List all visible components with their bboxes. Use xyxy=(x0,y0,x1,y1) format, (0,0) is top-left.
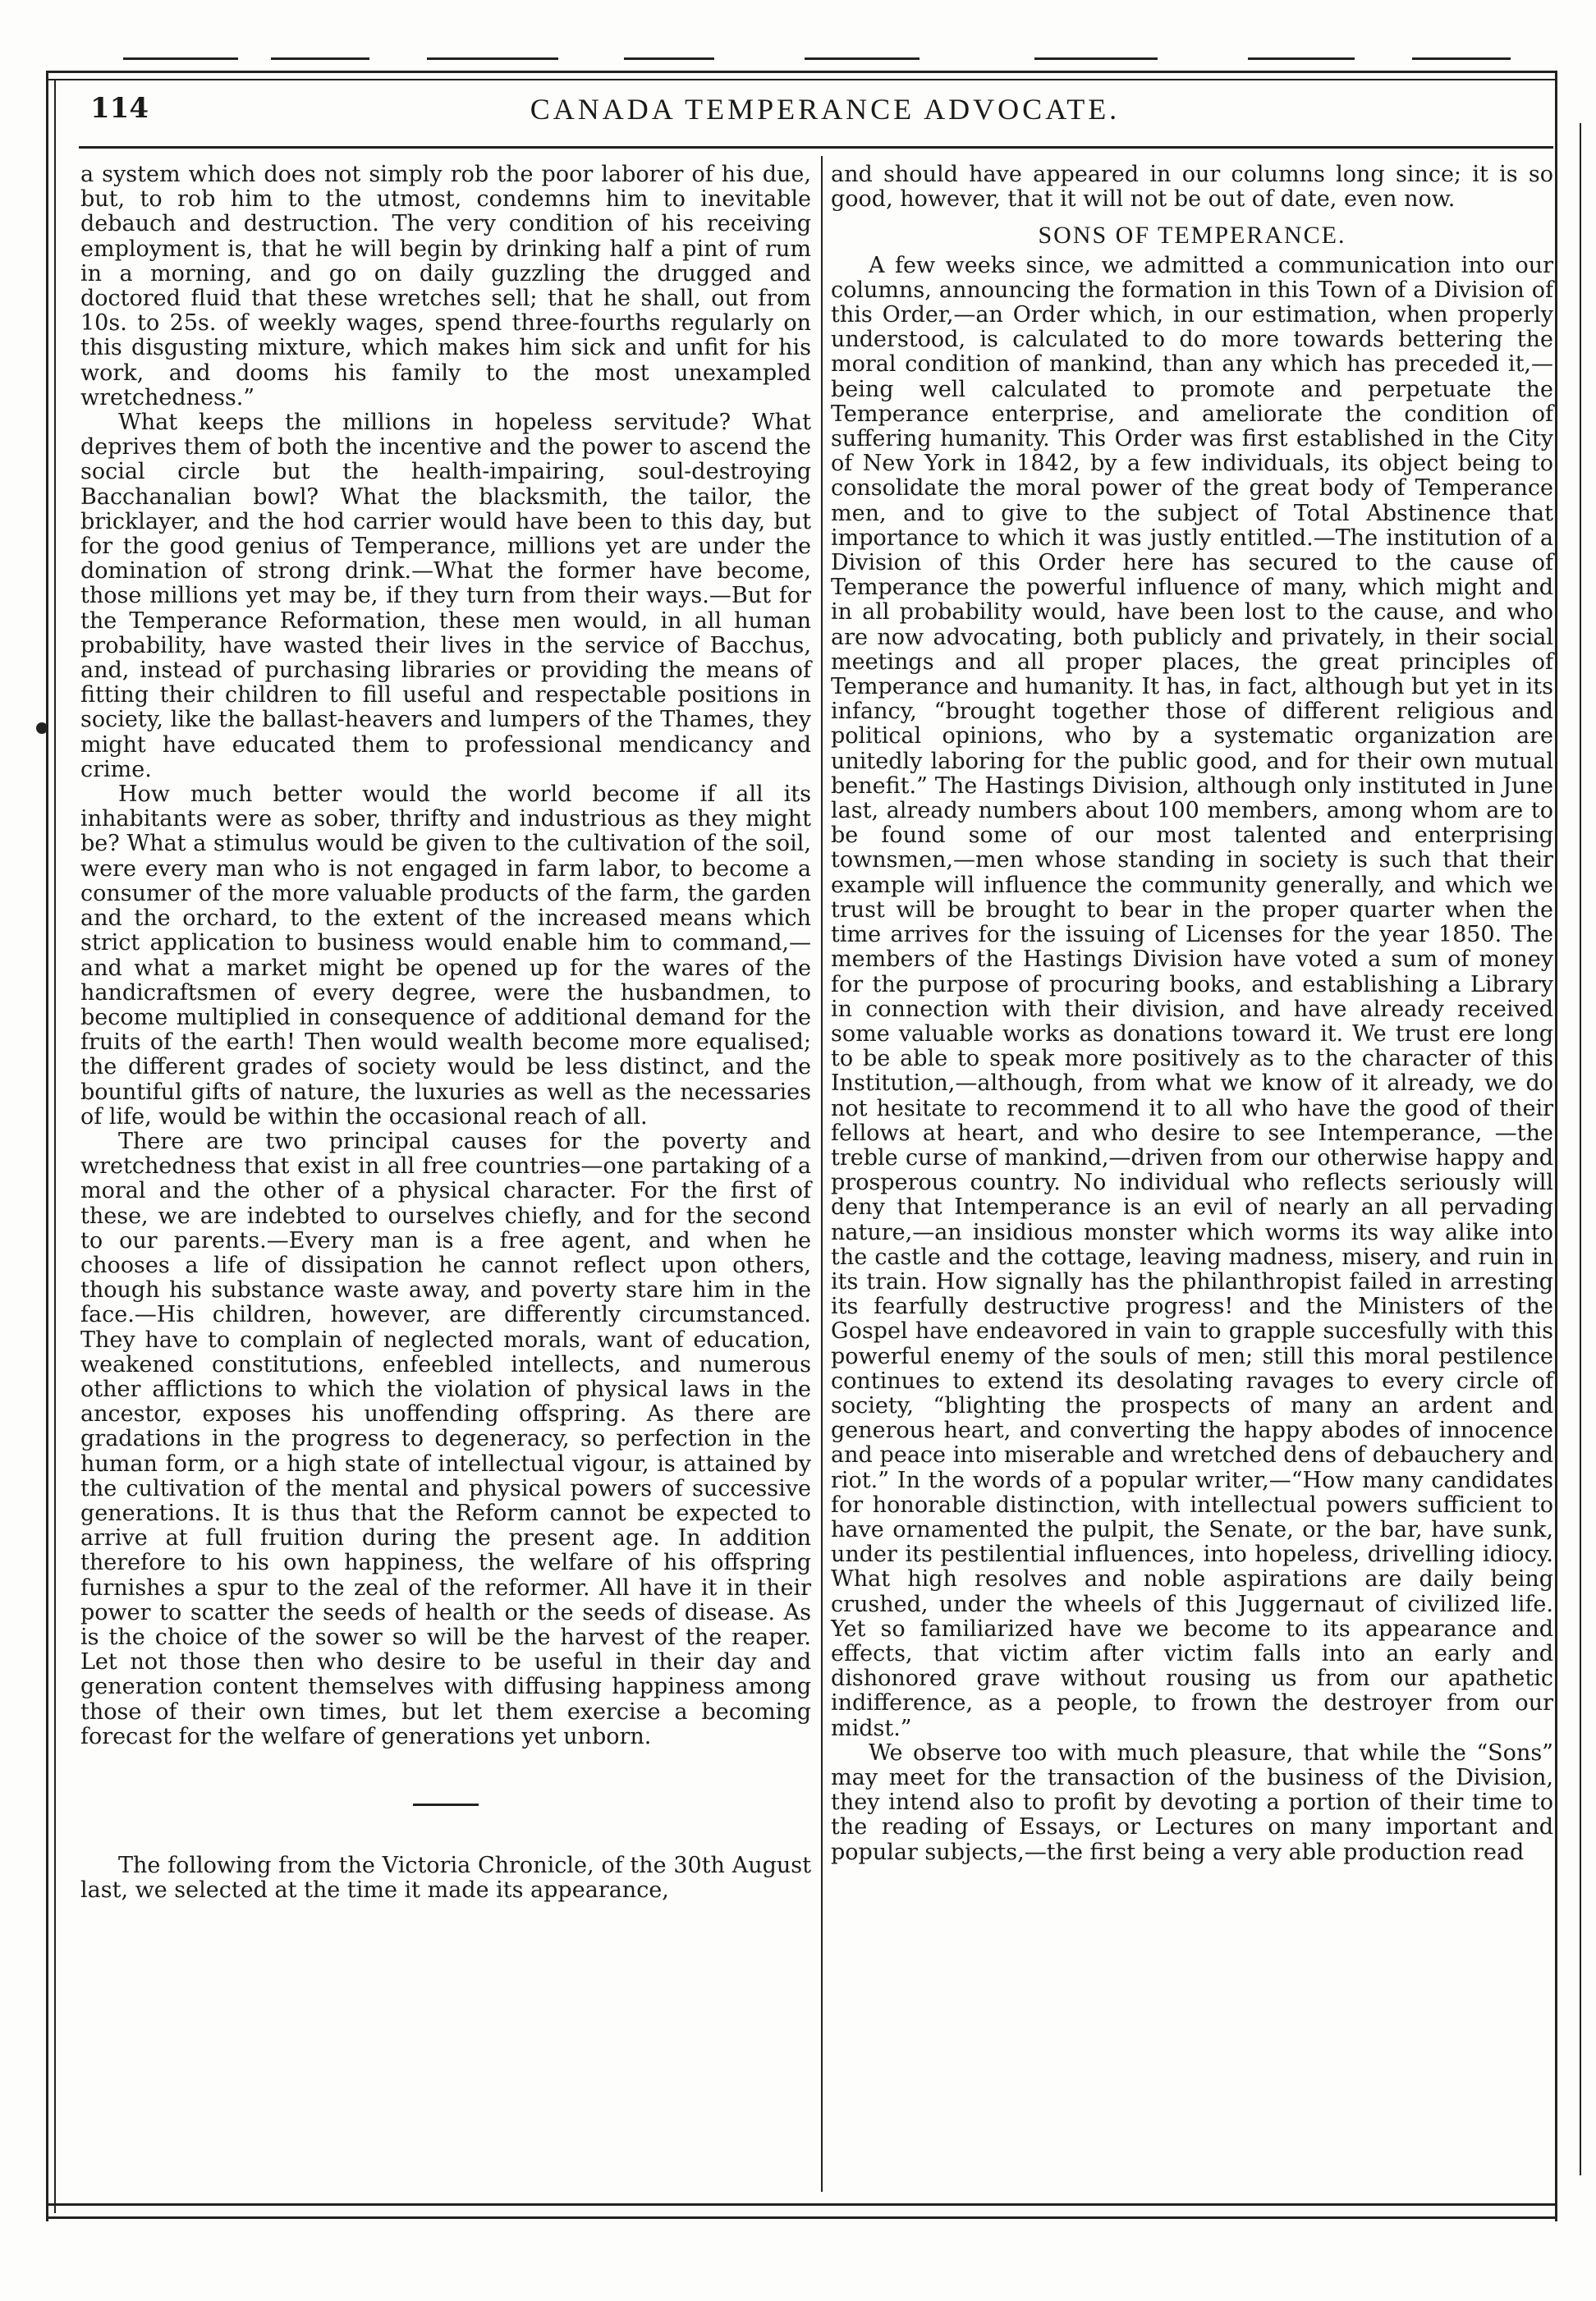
top-border xyxy=(46,71,1555,73)
article-paragraph: We observe too with much pleasure, that while the “Sons” may meet for the transaction of the business of the Division, they intend also to profit by devoting a portion of their time to the reading of Essays, or Lectures on many important and popular subjects,—the first being a very able production read xyxy=(831,1740,1553,1865)
margin-dot xyxy=(36,722,48,734)
right-border-inner xyxy=(1580,123,1581,2175)
article-paragraph: How much better would the world become if all its inhabitants were as sober, thrifty and industrious as they might be? What a stimulus would be given to the cultivation of the soil, were every man who is not engaged in farm labor, to become a consumer of the more valuable products of the farm, the garden and the orchard, to the extent of the increased means which strict application to business would enable him to command,—and what a market might be opened up for the wares of the handicraftsmen of every degree, were the husbandmen, to become multiplied in consequence of additional demand for the fruits of the earth! Then would wealth become more equalised; the different grades of society would be less distinct, and the bountiful gifts of nature, the luxuries as well as the necessaries of life, would be within the occasional reach of all. xyxy=(80,782,811,1130)
top-dash-7 xyxy=(1248,57,1355,60)
section-title: SONS OF TEMPERANCE. xyxy=(1038,222,1346,250)
top-dash-6 xyxy=(1034,57,1158,60)
bottom-border xyxy=(46,2203,1555,2206)
top-dash-4 xyxy=(624,57,714,60)
left-border xyxy=(46,71,48,2221)
article-paragraph: What keeps the millions in hopeless servitude? What deprives them of both the incentive and the power to ascend the social circle but the health-impairing, soul-destroying Bacchanalian bowl? What the blacksmith, the tailor, the bricklayer, and the hod carrier would have been to this day, but for the good genius of Temperance, millions yet are under the domination of strong drink.—What the former have become, those millions yet may be, if they turn from their ways.—But for the Temperance Reformation, these men would, in all human probability, have wasted their lives in the service of Bacchus, and, instead of purchasing libraries or providing the means of fitting their children to fill useful and respectable positions in society, like the ballast-heavers and lumpers of the Thames, they might have educated them to professional mendicancy and crime. xyxy=(80,410,811,782)
article-paragraph: There are two principal causes for the poverty and wretchedness that exist in all free countries—one partaking of a moral and the other of a physical character. For the first of these, we are indebted to ourselves chiefly, and for the second to our parents.—Every man is a free agent, and when he chooses a life of dissipation he cannot reflect upon others, though his substance waste away, and poverty stare him in the face.—His children, however, are differently circumstanced. They have to complain of neglected morals, want of education, weakened constitutions, enfeebled intellects, and numerous other afflictions to which the violation of physical laws in the ancestor, exposes his unoffending offspring. As there are gradations in the progress to degeneracy, so perfection in the human form, or a high state of intellectual vigour, is attained by the cultivation of the mental and physical powers of successive generations. It is thus that the Reform cannot be expected to arrive at full fruition during the present age. In addition therefore to his own happiness, the welfare of his offspring furnishes a spur to the zeal of the reformer. All have it in their power to scatter the seeds of health or the seeds of disease. As is the choice of the sower so will be the harvest of the reaper. Let not those then who desire to be useful in their day and generation content themselves with diffusing happiness among those of their own times, but let them exercise a becoming forecast for the welfare of generations yet unborn. xyxy=(80,1128,811,1749)
left-border-inner xyxy=(54,79,56,2213)
section-separator xyxy=(413,1804,479,1806)
top-dash-3 xyxy=(427,57,558,60)
top-border-inner xyxy=(46,79,1555,80)
right-border xyxy=(1555,71,1557,2221)
page-number: 114 xyxy=(90,92,149,125)
article-intro: and should have appeared in our columns long since; it is so good, however, that it will not be out of date, even now. xyxy=(831,162,1553,213)
article-paragraph: a system which does not simply rob the poor laborer of his due, but, to rob him to the utmost, condemns him to inevitable debauch and destruction. The very condition of his receiving employment is, that he will begin by drinking half a pint of rum in a morning, and go on daily guzzling the drugged and doctored fluid that these wretches sell; that he shall, out from 10s. to 25s. of weekly wages, spend three-fourths regularly on this disgusting mixture, which makes him sick and unfit for his work, and dooms his family to the most unexampled wretchedness.” xyxy=(80,162,811,410)
top-dash-1 xyxy=(123,57,238,60)
page-header xyxy=(90,92,1560,144)
left-column xyxy=(80,163,811,1903)
article-paragraph: A few weeks since, we admitted a communication into our columns, announcing the formation in this Town of a Division of this Order,—an Order which, in our estimation, when properly understood, is calculated to do more towards bettering the moral condition of mankind, than any which has preceded it,—being well calculated to promote and perpetuate the Temperance enterprise, and ameliorate the condition of suffering humanity. This Order was first established in the City of New York in 1842, by a few individuals, its object being to consolidate the moral power of the great body of Temperance men, and to give to the subject of Total Abstinence that importance to which it was justly entitled.—The institution of a Division of this Order here has secured to the cause of Temperance the powerful influence of many, which might and in all probability would, have been lost to the cause, and who are now advocating, both publicly and privately, in their social meetings and all proper places, the great principles of Temperance and humanity. It has, in fact, although but yet in its infancy, “brought together those of different religious and political opinions, who by a systematic organization are unitedly laboring for the public good, and for their own mutual benefit.” The Hastings Division, although only instituted in June last, already numbers about 100 members, among whom are to be found some of our most talented and enterprising townsmen,—men whose standing in society is such that their example will influence the community generally, and which we trust will be brought to bear in the proper quarter when the time arrives for the issuing of Licenses for the year 1850. The members of the Hastings Division have voted a sum of money for the purpose of procuring books, and establishing a Library in connection with their division, and have already received some valuable works as donations toward it. We trust ere long to be able to speak more positively as to the character of this Institution,—although, from what we know of it already, we do not hesitate to recommend it to all who have the good of their fellows at heart, and who desire to see Intemperance, —the treble curse of mankind,—driven from our otherwise happy and prosperous country. No individual who reflects seriously will deny that Intemperance is an evil of nearly an all pervading nature,—an insidious monster which worms its way alike into the castle and the cottage, leaving madness, misery, and ruin in its train. How signally has the philanthropist failed in arresting its fearfully destructive progress! and the Ministers of the Gospel have endeavored in vain to grapple succesfully with this powerful enemy of the souls of men; still this moral pestilence continues to extend its desolating ravages to every circle of society, “blighting the prospects of many an ardent and generous heart, and converting the happy abodes of innocence and peace into miserable and wretched dens of debauchery and riot.” In the words of a popular writer,—“How many candidates for honorable distinction, with intellectual powers sufficient to have ornamented the pulpit, the Senate, or the bar, have sunk, under its pestilential influences, into hopeless, drivelling idiocy. What high resolves and noble aspirations are daily being crushed, under the wheels of this Juggernaut of civilized life. Yet so familiarized have we become to its appearance and effects, that victim after victim falls into an early and dishonored grave without rousing us from our apathetic indifference, as a people, to frown the destroyer from our midst.” xyxy=(831,252,1553,1741)
top-dash-8 xyxy=(1412,57,1511,60)
top-dash-2 xyxy=(271,57,369,60)
publication-title: CANADA TEMPERANCE ADVOCATE. xyxy=(530,93,1121,126)
bottom-border-inner xyxy=(46,2216,1555,2219)
top-dash-5 xyxy=(805,57,920,60)
header-underline xyxy=(79,146,1553,149)
article-paragraph: The following from the Victoria Chronicle, of the 30th August last, we selected at the time it made its appearance, xyxy=(80,1853,811,1904)
right-column xyxy=(831,163,1553,1865)
column-divider xyxy=(821,156,823,2192)
